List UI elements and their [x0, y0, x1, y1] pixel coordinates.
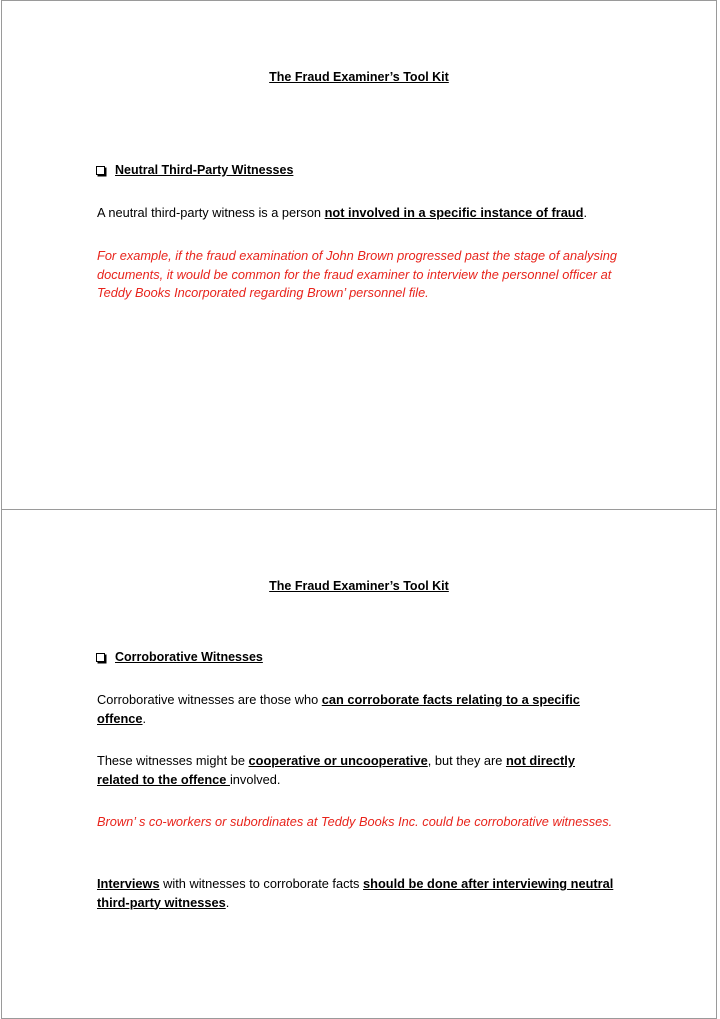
- slide-neutral-witnesses: [1, 0, 717, 510]
- emphasis-text: Interviews: [97, 876, 160, 891]
- emphasis-text: can corroborate facts relating to a specific offence: [97, 692, 580, 726]
- emphasis-text: should be done after interviewing neutral third-party witnesses: [97, 876, 614, 910]
- text-segment: , but they are: [427, 753, 506, 768]
- text-segment: involved.: [229, 771, 281, 787]
- section-heading: [96, 650, 263, 664]
- slide-title: The Fraud Examiner’s Tool Kit: [269, 579, 449, 593]
- slide-corroborative-witnesses: [1, 509, 717, 1019]
- interview-paragraph: [97, 875, 617, 912]
- heading-label: Neutral Third-Party Witnesses: [115, 163, 294, 177]
- text-segment: .: [583, 205, 588, 220]
- text-segment: .: [225, 894, 230, 910]
- text-segment: .: [142, 710, 147, 726]
- emphasis-text: cooperative or uncooperative: [248, 753, 428, 768]
- example-paragraph: Brown’ s co-workers or subordinates at Teddy Books Inc. could be corroborative witnesses.: [97, 814, 613, 829]
- heading-label: Corroborative Witnesses: [115, 650, 263, 664]
- section-heading: [96, 163, 293, 177]
- definition-paragraph: [97, 204, 617, 223]
- emphasis-text: not directly related to the offence: [97, 753, 575, 787]
- emphasis-text: not involved in a specific instance of fraud: [324, 205, 584, 220]
- definition-paragraph: [97, 691, 617, 728]
- text-segment: A neutral third-party witness is a person: [97, 205, 325, 220]
- text-segment: with witnesses to corroborate facts: [159, 876, 364, 891]
- nature-paragraph: [97, 752, 617, 789]
- checkbox-bullet-icon: [96, 653, 105, 662]
- slide-title: The Fraud Examiner’s Tool Kit: [269, 70, 449, 84]
- text-segment: Corroborative witnesses are those who: [97, 692, 322, 707]
- text-segment: These witnesses might be: [97, 753, 249, 768]
- checkbox-bullet-icon: [96, 166, 105, 175]
- example-paragraph: For example, if the fraud examination of John Brown progressed past the stage of analysing documents, it would be common for the fraud examiner to interview the personnel officer at Teddy Books Incorporated regarding Brown’ personnel file.: [97, 248, 617, 300]
